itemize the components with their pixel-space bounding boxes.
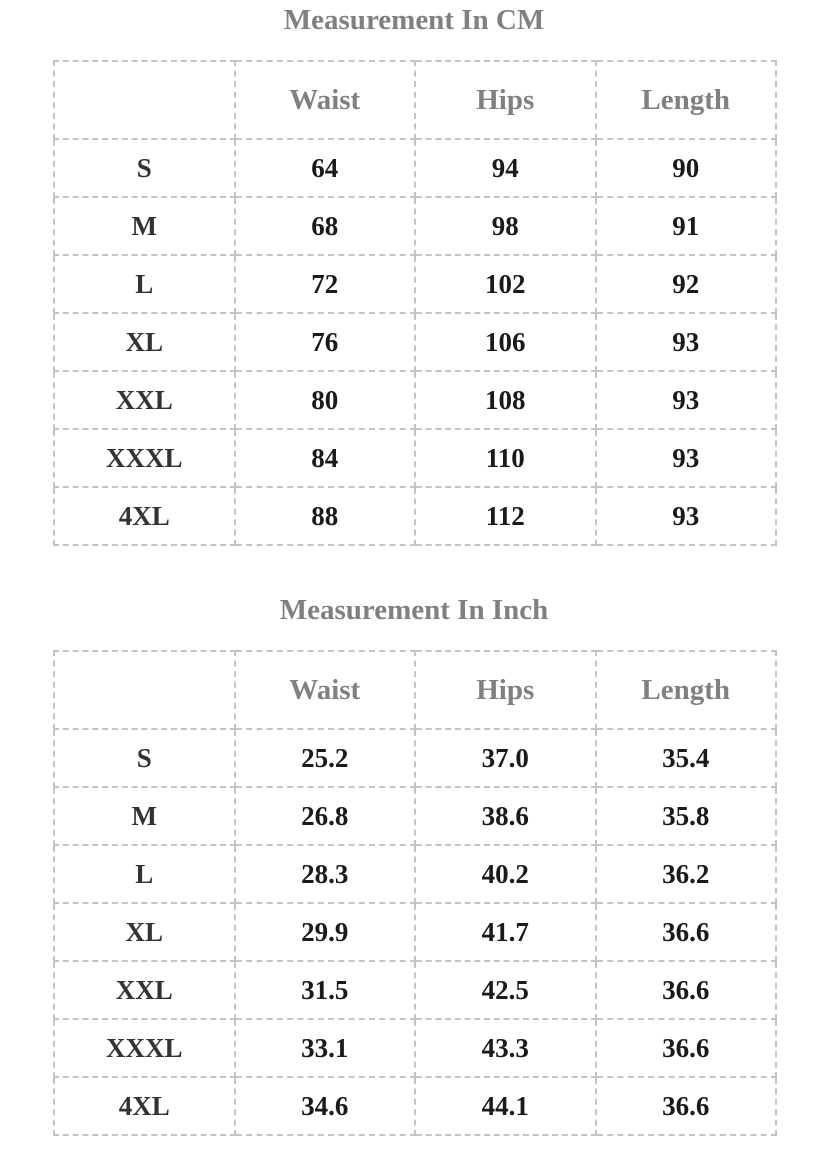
waist-cell: 25.2 [235,729,416,787]
waist-cell: 33.1 [235,1019,416,1077]
table-row [54,845,776,903]
table-row [54,1077,776,1135]
length-cell: 36.6 [596,903,777,961]
hips-cell: 94 [415,139,596,197]
size-cell: 4XL [54,1077,235,1135]
length-cell: 93 [596,429,777,487]
waist-cell: 34.6 [235,1077,416,1135]
length-cell: 36.6 [596,1077,777,1135]
header-cell-empty [54,651,235,729]
length-cell: 35.8 [596,787,777,845]
hips-cell: 43.3 [415,1019,596,1077]
length-cell: 35.4 [596,729,777,787]
hips-cell: 38.6 [415,787,596,845]
size-cell: S [54,139,235,197]
header-cell-waist: Waist [235,61,416,139]
length-cell: 36.2 [596,845,777,903]
hips-cell: 98 [415,197,596,255]
table-row [54,961,776,1019]
hips-cell: 44.1 [415,1077,596,1135]
waist-cell: 64 [235,139,416,197]
length-cell: 90 [596,139,777,197]
size-cell: 4XL [54,487,235,545]
size-cell: XXL [54,371,235,429]
waist-cell: 72 [235,255,416,313]
length-cell: 91 [596,197,777,255]
table-row [54,487,776,545]
table-row [54,197,776,255]
hips-cell: 112 [415,487,596,545]
size-cell: L [54,845,235,903]
length-cell: 92 [596,255,777,313]
hips-cell: 110 [415,429,596,487]
table-row [54,729,776,787]
table-row [54,255,776,313]
waist-cell: 68 [235,197,416,255]
size-cell: XL [54,903,235,961]
waist-cell: 29.9 [235,903,416,961]
waist-cell: 28.3 [235,845,416,903]
waist-cell: 26.8 [235,787,416,845]
header-cell-empty [54,61,235,139]
table-row [54,139,776,197]
table-row [54,903,776,961]
hips-cell: 106 [415,313,596,371]
header-cell-length: Length [596,651,777,729]
length-cell: 93 [596,313,777,371]
size-cell: XXXL [54,429,235,487]
header-cell-waist: Waist [235,651,416,729]
table-row [54,787,776,845]
waist-cell: 76 [235,313,416,371]
table-row [54,1019,776,1077]
hips-cell: 102 [415,255,596,313]
size-cell: XXL [54,961,235,1019]
hips-cell: 40.2 [415,845,596,903]
size-cell: XXXL [54,1019,235,1077]
length-cell: 93 [596,371,777,429]
hips-cell: 37.0 [415,729,596,787]
size-cell: M [54,787,235,845]
cm-size-table [53,60,777,546]
hips-cell: 41.7 [415,903,596,961]
size-cell: XL [54,313,235,371]
size-cell: L [54,255,235,313]
size-cell: M [54,197,235,255]
header-cell-hips: Hips [415,651,596,729]
waist-cell: 88 [235,487,416,545]
table-row [54,313,776,371]
length-cell: 36.6 [596,1019,777,1077]
size-cell: S [54,729,235,787]
table-header-row [54,61,776,139]
waist-cell: 84 [235,429,416,487]
table-row [54,429,776,487]
header-cell-hips: Hips [415,61,596,139]
hips-cell: 42.5 [415,961,596,1019]
waist-cell: 31.5 [235,961,416,1019]
waist-cell: 80 [235,371,416,429]
hips-cell: 108 [415,371,596,429]
cm-section-title: Measurement In CM [283,4,545,36]
table-row [54,371,776,429]
inch-section-title: Measurement In Inch [279,594,549,626]
length-cell: 93 [596,487,777,545]
inch-size-table [53,650,777,1136]
table-header-row [54,651,776,729]
length-cell: 36.6 [596,961,777,1019]
header-cell-length: Length [596,61,777,139]
